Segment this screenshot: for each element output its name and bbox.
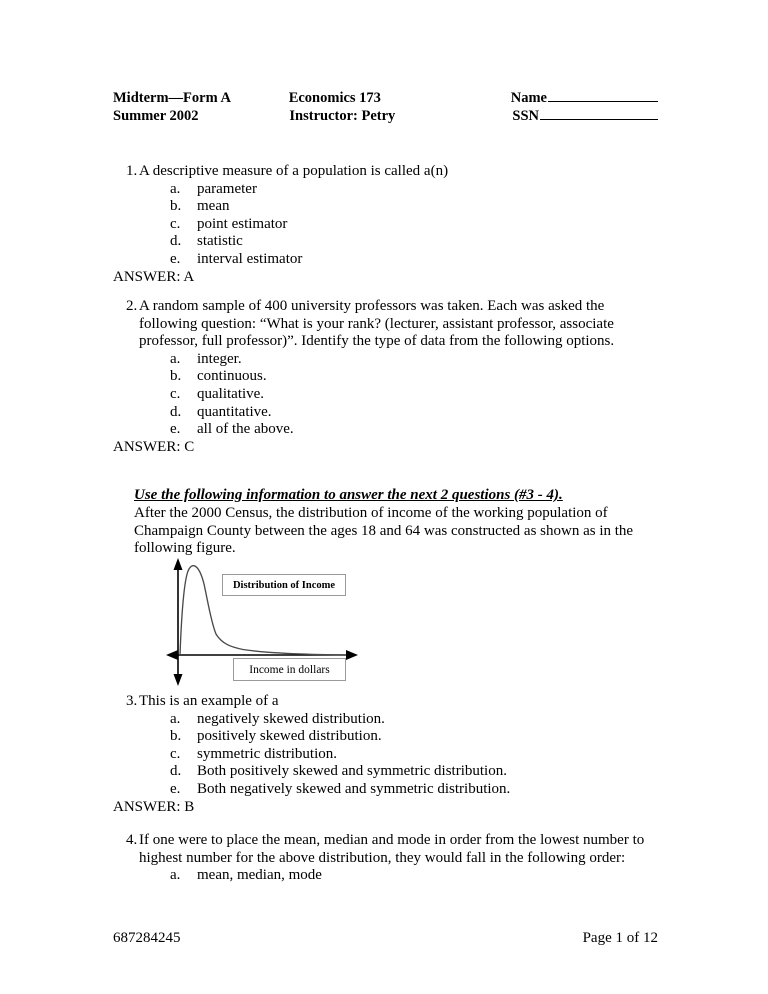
- answer-line: ANSWER: B: [113, 798, 195, 815]
- question-1: [113, 163, 665, 181]
- question-block-3: [113, 693, 665, 816]
- page-footer: [113, 930, 658, 947]
- option-text: statistic: [197, 233, 243, 250]
- option-letter: e.: [170, 780, 181, 797]
- option-text: interval estimator: [197, 250, 303, 267]
- option-item[interactable]: [113, 728, 665, 746]
- option-text: quantitative.: [197, 403, 272, 420]
- option-letter: b.: [170, 368, 182, 385]
- header-ssn-label: SSN: [512, 107, 539, 124]
- option-letter: c.: [170, 215, 181, 232]
- header-course: Economics 173: [288, 90, 381, 106]
- option-item[interactable]: [113, 386, 665, 404]
- option-item[interactable]: [113, 763, 665, 781]
- question-2-number: 2.: [126, 298, 138, 314]
- option-text: integer.: [197, 350, 242, 367]
- question-2-options: [113, 351, 665, 439]
- question-3-number: 3.: [126, 693, 138, 709]
- header-row-1: [113, 90, 658, 108]
- header-row-2: [113, 108, 658, 126]
- option-letter: b.: [170, 198, 182, 215]
- option-text: mean, median, mode: [197, 867, 322, 884]
- header-name-label: Name: [510, 90, 547, 106]
- option-letter: c.: [170, 745, 181, 762]
- option-item[interactable]: [113, 216, 665, 234]
- question-4-options: [113, 867, 665, 885]
- context-paragraph: After the 2000 Census, the distribution of income of the working population of Champaign County between the ages 18 and 64 was constructed as shown as in the following figure.: [134, 505, 634, 557]
- option-text: parameter: [197, 180, 257, 197]
- answer-line: ANSWER: A: [113, 268, 195, 285]
- option-text: negatively skewed distribution.: [197, 710, 385, 727]
- x-axis-arrow-left: [166, 650, 178, 660]
- option-text: mean: [197, 198, 230, 215]
- option-text: all of the above.: [197, 421, 294, 438]
- question-1-number: 1.: [126, 163, 138, 179]
- question-block-4: [113, 832, 665, 885]
- question-4: [113, 832, 665, 867]
- option-text: qualitative.: [197, 385, 265, 402]
- option-item[interactable]: [113, 351, 665, 369]
- option-item[interactable]: [113, 368, 665, 386]
- header-form-title: Midterm—Form A: [113, 90, 231, 106]
- question-3-options: [113, 711, 665, 799]
- header-name-field: [511, 90, 658, 108]
- option-item[interactable]: [113, 867, 665, 885]
- question-3-text: This is an example of a: [139, 693, 279, 709]
- option-item[interactable]: [113, 746, 665, 764]
- option-text: continuous.: [197, 368, 267, 385]
- option-letter: a.: [170, 710, 181, 727]
- option-text: symmetric distribution.: [197, 745, 337, 762]
- footer-document-id: 687284245: [113, 930, 181, 946]
- y-axis-arrow-up: [174, 558, 183, 570]
- option-item[interactable]: [113, 781, 665, 799]
- option-item[interactable]: [113, 711, 665, 729]
- option-text: Both positively skewed and symmetric distribution.: [197, 763, 507, 780]
- figure-axis-label: Income in dollars: [233, 658, 346, 681]
- option-text: Both negatively skewed and symmetric distribution.: [197, 780, 511, 797]
- option-item[interactable]: [113, 421, 665, 439]
- question-block-1: [113, 163, 665, 286]
- option-letter: d.: [170, 233, 182, 250]
- header-term: Summer 2002: [113, 107, 199, 124]
- question-2: [113, 298, 665, 351]
- option-item[interactable]: [113, 181, 665, 199]
- header-instructor: Instructor: Petry: [289, 107, 396, 124]
- option-letter: d.: [170, 403, 182, 420]
- option-item[interactable]: [113, 404, 665, 422]
- figure-title-label: Distribution of Income: [222, 574, 346, 596]
- question-1-options: [113, 181, 665, 269]
- question-2-text: A random sample of 400 university professors was taken. Each was asked the following question: “What is your rank? (lecturer, assistant professor, associate professor, full professor)”. Identify the type of data from the following options.: [139, 298, 615, 350]
- question-block-2: [113, 298, 665, 456]
- option-text: point estimator: [197, 215, 288, 232]
- question-3: [113, 693, 665, 711]
- y-axis-arrow-down: [174, 674, 183, 686]
- option-letter: a.: [170, 180, 181, 197]
- option-letter: e.: [170, 421, 181, 438]
- option-letter: a.: [170, 867, 181, 884]
- question-4-text: If one were to place the mean, median and mode in order from the lowest number to highest number for the above distribution, they would fall in the following order:: [139, 832, 645, 866]
- footer-page-number: Page 1 of 12: [582, 930, 658, 946]
- option-letter: b.: [170, 728, 182, 745]
- document-header: [113, 90, 658, 125]
- header-ssn-field: [512, 108, 658, 126]
- x-axis-arrow-right: [346, 650, 358, 660]
- option-item[interactable]: [113, 198, 665, 216]
- ssn-blank-line: [540, 108, 658, 120]
- option-text: positively skewed distribution.: [197, 728, 382, 745]
- option-item[interactable]: [113, 233, 665, 251]
- instruction-note: Use the following information to answer the next 2 questions (#3 - 4).: [134, 487, 563, 503]
- name-blank-line: [548, 90, 658, 102]
- option-item[interactable]: [113, 251, 665, 269]
- answer-line: ANSWER: C: [113, 438, 195, 455]
- option-letter: e.: [170, 250, 181, 267]
- question-4-number: 4.: [126, 832, 138, 848]
- option-letter: a.: [170, 350, 181, 367]
- option-letter: c.: [170, 385, 181, 402]
- option-letter: d.: [170, 763, 182, 780]
- question-1-text: A descriptive measure of a population is called a(n): [139, 163, 449, 179]
